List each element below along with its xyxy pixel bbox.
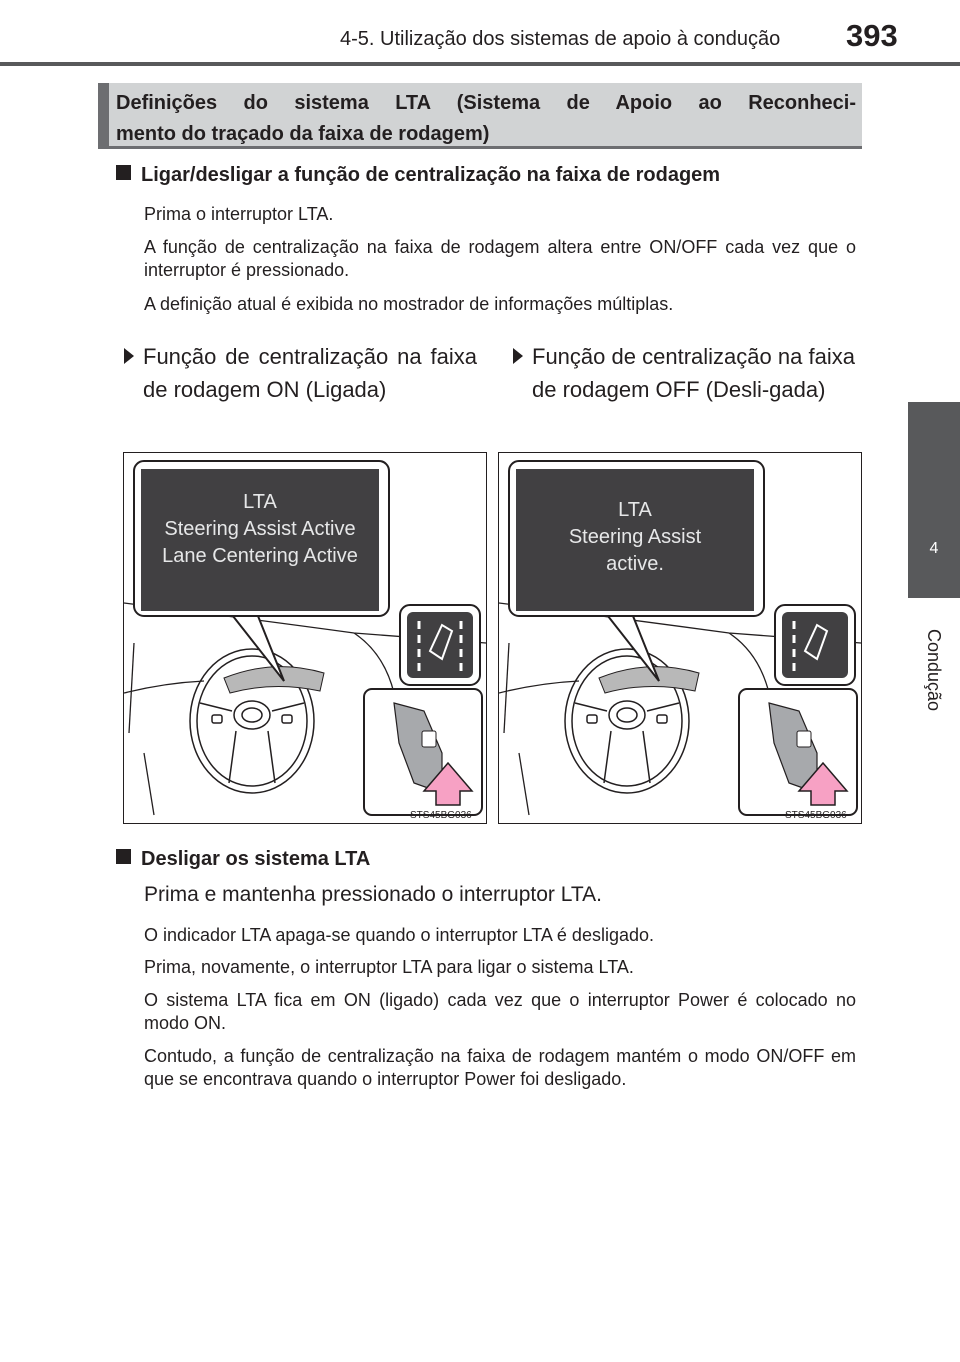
- caption-right: [532, 340, 855, 406]
- subheading-text: Desligar os sistema LTA: [141, 848, 371, 870]
- chapter-tab: [908, 402, 960, 598]
- figure-code: STS45BG036: [785, 810, 847, 821]
- display-message: [516, 497, 754, 578]
- display-line: Steering Assist: [568, 526, 702, 548]
- display-line: LTA: [243, 491, 277, 513]
- paragraph: A função de centralização na faixa de rodagem altera entre ON/OFF cada vez que o interruptor é pressionado.: [144, 237, 856, 280]
- paragraph: Contudo, a função de centralização na faixa de rodagem mantém o modo ON/OFF em que se encontrava quando o interruptor Power foi desligado.: [144, 1046, 856, 1089]
- chapter-name: Condução: [924, 628, 944, 712]
- caption-left: [143, 340, 477, 406]
- section-title-line1: Definições do sistema LTA (Sistema de Apoio ao Reconheci-: [116, 92, 856, 114]
- triangle-bullet-icon: [513, 348, 523, 364]
- section-title: [116, 88, 856, 150]
- square-bullet-icon: [116, 165, 131, 180]
- display-message: [141, 489, 379, 570]
- display-line: Steering Assist Active: [164, 518, 356, 540]
- paragraph: Prima, novamente, o interruptor LTA para ligar o sistema LTA.: [144, 957, 634, 977]
- display-line: LTA: [618, 499, 652, 521]
- paragraph-instruction: Prima e mantenha pressionado o interruptor LTA.: [144, 883, 602, 906]
- paragraph: Prima o interruptor LTA.: [144, 204, 334, 224]
- display-line: active.: [606, 553, 664, 575]
- chapter-number: 4: [929, 540, 939, 557]
- display-line: Lane Centering Active: [162, 545, 358, 567]
- paragraph: A definição atual é exibida no mostrador de informações múltiplas.: [144, 294, 674, 314]
- section-title-line2: mento do traçado da faixa de rodagem): [116, 123, 490, 145]
- figure-code: STS45BG036: [410, 810, 472, 821]
- subheading-lane-centering: [116, 164, 720, 187]
- subheading-turn-off-lta: [116, 848, 370, 871]
- figure-lane-centering-off: [498, 452, 862, 824]
- paragraph: O indicador LTA apaga-se quando o interruptor LTA é desligado.: [144, 925, 654, 945]
- caption-text: Função de centralização na faixa de rodagem OFF (Desli-gada): [532, 344, 855, 402]
- page-number: 393: [846, 18, 898, 53]
- triangle-bullet-icon: [124, 348, 134, 364]
- square-bullet-icon: [116, 849, 131, 864]
- caption-text: Função de centralização na faixa de rodagem ON (Ligada): [143, 344, 477, 402]
- header-rule: [0, 62, 960, 66]
- running-header-title: 4-5. Utilização dos sistemas de apoio à condução: [340, 28, 781, 50]
- subheading-text: Ligar/desligar a função de centralização na faixa de rodagem: [141, 164, 721, 186]
- figure-lane-centering-on: [123, 452, 487, 824]
- paragraph: O sistema LTA fica em ON (ligado) cada vez que o interruptor Power é colocado no modo ON.: [144, 990, 856, 1033]
